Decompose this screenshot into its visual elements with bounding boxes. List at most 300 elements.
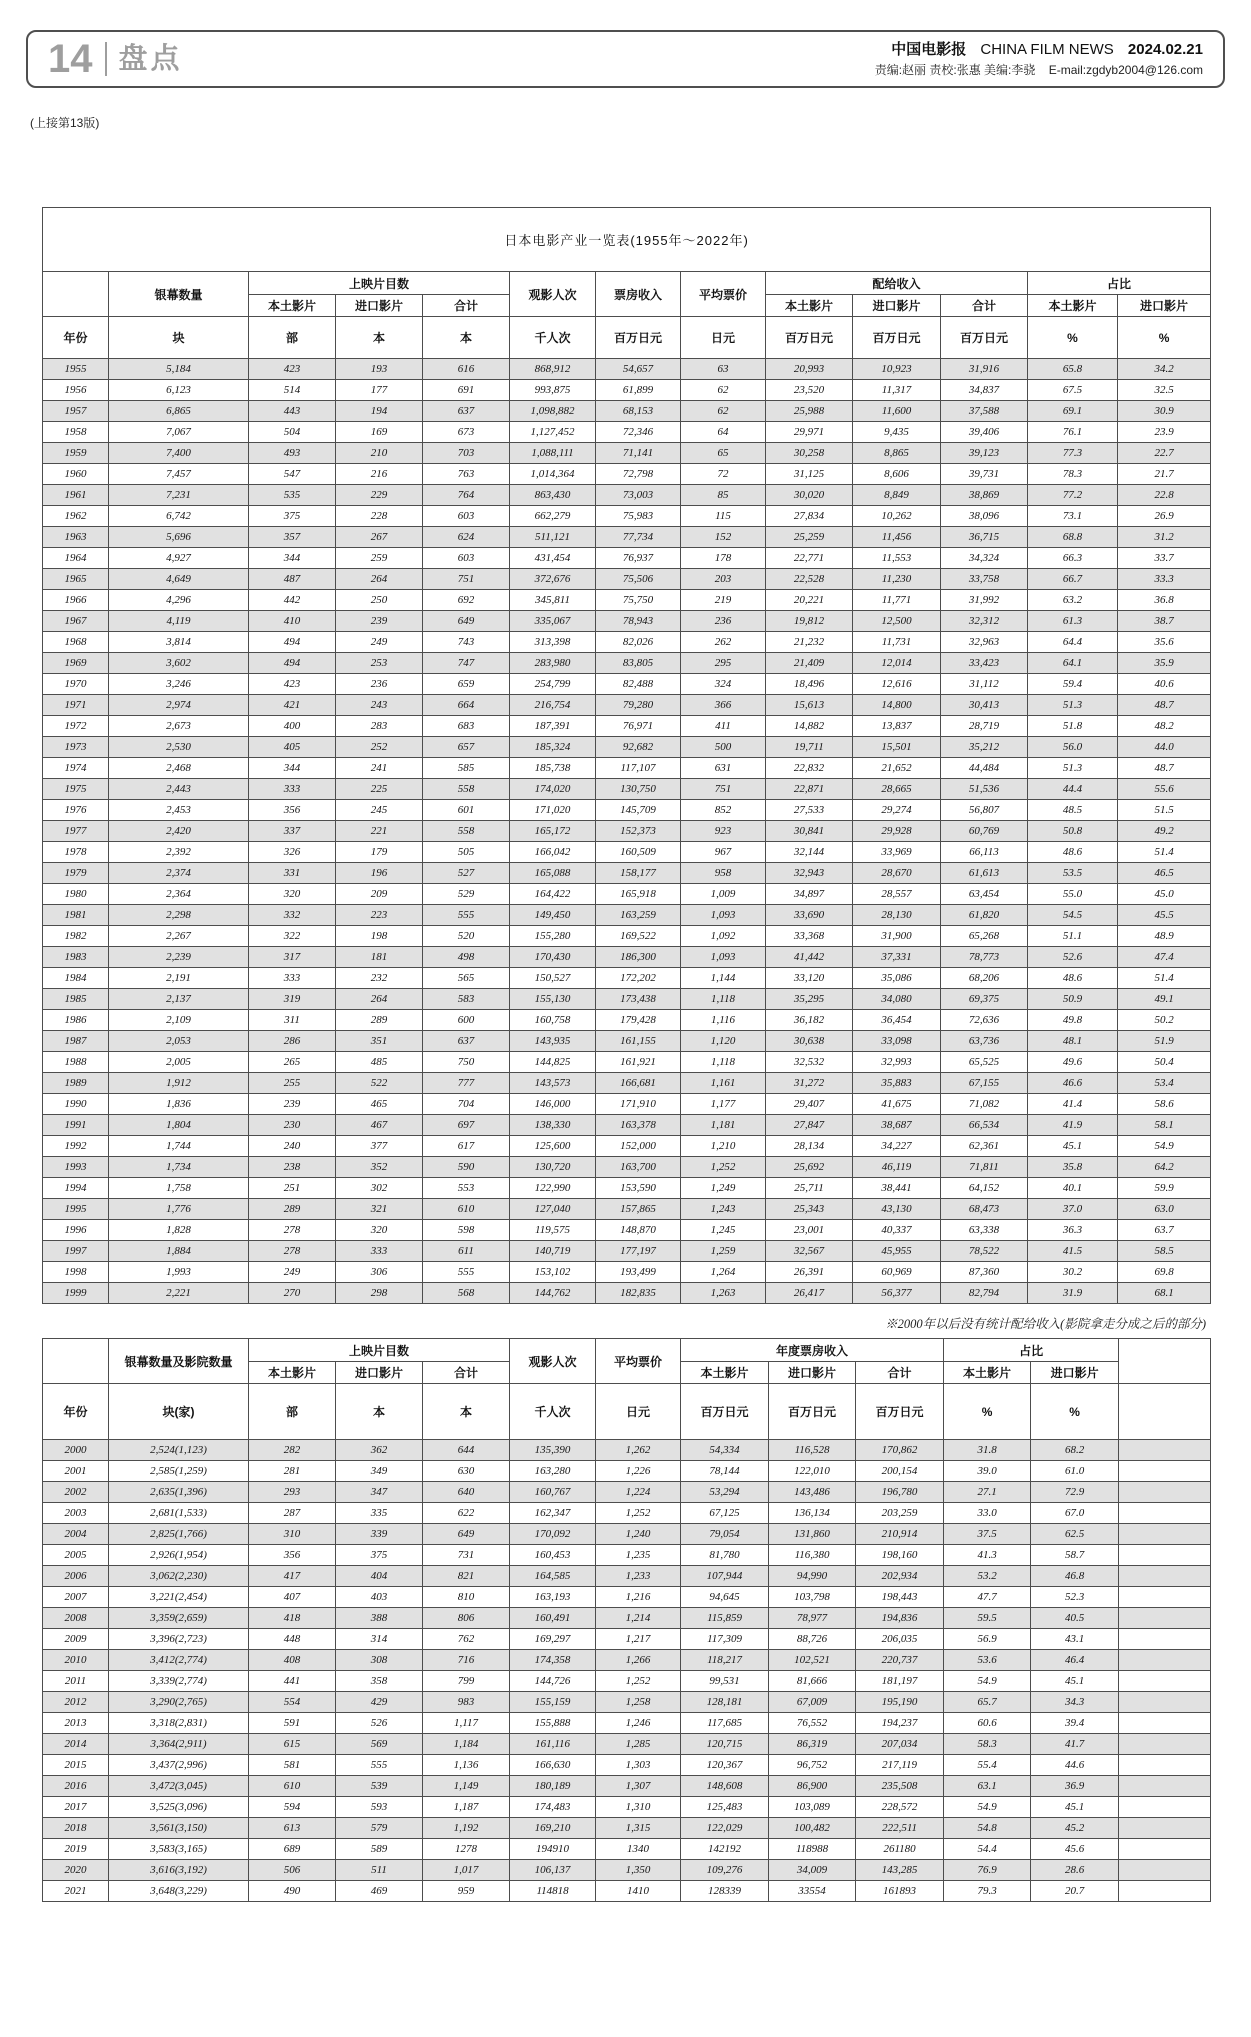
value-cell: 1,088,111	[510, 443, 596, 464]
year-cell: 1987	[43, 1031, 109, 1052]
value-cell: 67.0	[1031, 1503, 1119, 1524]
value-cell: 27.1	[944, 1482, 1031, 1503]
dist-total-header: 合计	[941, 295, 1028, 317]
masthead-divider	[105, 42, 107, 76]
value-cell: 569	[336, 1734, 423, 1755]
value-cell: 155,159	[510, 1692, 596, 1713]
value-cell: 429	[336, 1692, 423, 1713]
value-cell: 76.1	[1028, 422, 1118, 443]
value-cell: 366	[681, 695, 766, 716]
value-cell: 165,172	[510, 821, 596, 842]
value-cell: 344	[249, 548, 336, 569]
value-cell: 1,187	[423, 1797, 510, 1818]
value-cell: 375	[249, 506, 336, 527]
value-cell: 763	[423, 464, 510, 485]
value-cell: 72,798	[596, 464, 681, 485]
japan-film-industry-table-1955-1999	[42, 207, 1211, 1304]
value-cell: 2,468	[109, 758, 249, 779]
value-cell: 3,339(2,774)	[109, 1671, 249, 1692]
value-cell: 76.9	[944, 1860, 1031, 1881]
value-cell: 82,026	[596, 632, 681, 653]
value-cell: 1,266	[596, 1650, 681, 1671]
issue-date: 2024.02.21	[1127, 40, 1203, 58]
value-cell: 520	[423, 926, 510, 947]
value-cell: 3,472(3,045)	[109, 1776, 249, 1797]
value-cell: 2,137	[109, 989, 249, 1010]
table-row	[43, 1545, 1211, 1566]
section-title: 盘点	[118, 42, 183, 75]
value-cell: 407	[249, 1587, 336, 1608]
value-cell: 46.4	[1031, 1650, 1119, 1671]
value-cell: 122,010	[769, 1461, 856, 1482]
value-cell: 179	[336, 842, 423, 863]
value-cell: 55.6	[1118, 779, 1211, 800]
value-cell	[1119, 1587, 1211, 1608]
year-cell: 2000	[43, 1440, 109, 1461]
value-cell: 21.7	[1118, 464, 1211, 485]
year-cell: 2018	[43, 1818, 109, 1839]
value-cell: 229	[336, 485, 423, 506]
value-cell: 2,453	[109, 800, 249, 821]
value-cell: 62.5	[1031, 1524, 1119, 1545]
value-cell: 58.6	[1118, 1094, 1211, 1115]
value-cell: 311	[249, 1010, 336, 1031]
value-cell: 278	[249, 1220, 336, 1241]
year-cell: 1973	[43, 737, 109, 758]
value-cell: 331	[249, 863, 336, 884]
value-cell: 28,134	[766, 1136, 853, 1157]
value-cell: 357	[249, 527, 336, 548]
value-cell: 310	[249, 1524, 336, 1545]
value-cell: 45.6	[1031, 1839, 1119, 1860]
value-cell: 210	[336, 443, 423, 464]
value-cell: 469	[336, 1881, 423, 1902]
value-cell: 30,258	[766, 443, 853, 464]
value-cell: 423	[249, 674, 336, 695]
value-cell: 28,719	[941, 716, 1028, 737]
value-cell: 163,378	[596, 1115, 681, 1136]
table-row	[43, 779, 1211, 800]
value-cell: 33554	[769, 1881, 856, 1902]
value-cell: 505	[423, 842, 510, 863]
boxoffice-imported-unit: 百万日元	[769, 1384, 856, 1440]
value-cell	[1119, 1839, 1211, 1860]
value-cell: 411	[681, 716, 766, 737]
value-cell: 177	[336, 380, 423, 401]
year-cell: 1965	[43, 569, 109, 590]
value-cell	[1119, 1881, 1211, 1902]
value-cell: 610	[249, 1776, 336, 1797]
value-cell: 11,456	[853, 527, 941, 548]
value-cell: 170,430	[510, 947, 596, 968]
value-cell: 332	[249, 905, 336, 926]
value-cell: 637	[423, 401, 510, 422]
value-cell: 53,294	[681, 1482, 769, 1503]
value-cell: 169,210	[510, 1818, 596, 1839]
value-cell: 362	[336, 1440, 423, 1461]
year-cell: 1979	[43, 863, 109, 884]
value-cell: 326	[249, 842, 336, 863]
value-cell: 1,310	[596, 1797, 681, 1818]
value-cell: 514	[249, 380, 336, 401]
value-cell: 117,309	[681, 1629, 769, 1650]
table-row	[43, 527, 1211, 548]
value-cell: 287	[249, 1503, 336, 1524]
value-cell: 67,125	[681, 1503, 769, 1524]
value-cell: 63,338	[941, 1220, 1028, 1241]
value-cell: 1,098,882	[510, 401, 596, 422]
value-cell: 270	[249, 1283, 336, 1304]
value-cell: 144,825	[510, 1052, 596, 1073]
value-cell: 162,347	[510, 1503, 596, 1524]
value-cell: 46.5	[1118, 863, 1211, 884]
table-row	[43, 611, 1211, 632]
value-cell: 1,249	[681, 1178, 766, 1199]
value-cell: 1,744	[109, 1136, 249, 1157]
value-cell: 45.2	[1031, 1818, 1119, 1839]
value-cell: 26,391	[766, 1262, 853, 1283]
value-cell: 163,700	[596, 1157, 681, 1178]
value-cell: 198,443	[856, 1587, 944, 1608]
table-row	[43, 695, 1211, 716]
value-cell: 72	[681, 464, 766, 485]
value-cell: 38,096	[941, 506, 1028, 527]
value-cell: 923	[681, 821, 766, 842]
value-cell: 3,412(2,774)	[109, 1650, 249, 1671]
films-imported-header: 进口影片	[336, 1362, 423, 1384]
value-cell: 115,859	[681, 1608, 769, 1629]
value-cell: 2,374	[109, 863, 249, 884]
year-cell: 2008	[43, 1608, 109, 1629]
value-cell: 56,377	[853, 1283, 941, 1304]
table-row	[43, 1115, 1211, 1136]
value-cell: 65.8	[1028, 359, 1118, 380]
value-cell: 344	[249, 758, 336, 779]
table-row	[43, 1199, 1211, 1220]
value-cell: 703	[423, 443, 510, 464]
films-domestic-unit: 部	[249, 1384, 336, 1440]
table-row	[43, 1524, 1211, 1545]
value-cell: 136,134	[769, 1503, 856, 1524]
value-cell: 662,279	[510, 506, 596, 527]
table-row	[43, 548, 1211, 569]
value-cell: 86,900	[769, 1776, 856, 1797]
email: E-mail:zgdyb2004@126.com	[1048, 63, 1203, 78]
table-row	[43, 758, 1211, 779]
value-cell: 130,720	[510, 1157, 596, 1178]
value-cell: 555	[423, 905, 510, 926]
value-cell: 403	[336, 1587, 423, 1608]
value-cell: 493	[249, 443, 336, 464]
table-row	[43, 1073, 1211, 1094]
value-cell: 32,144	[766, 842, 853, 863]
value-cell: 53.5	[1028, 863, 1118, 884]
value-cell: 219	[681, 590, 766, 611]
value-cell: 193,499	[596, 1262, 681, 1283]
value-cell: 40.5	[1031, 1608, 1119, 1629]
value-cell: 177,197	[596, 1241, 681, 1262]
value-cell: 750	[423, 1052, 510, 1073]
value-cell: 3,221(2,454)	[109, 1587, 249, 1608]
value-cell: 34,324	[941, 548, 1028, 569]
table-row	[43, 1881, 1211, 1902]
value-cell: 2,221	[109, 1283, 249, 1304]
value-cell: 186,300	[596, 947, 681, 968]
year-cell: 1997	[43, 1241, 109, 1262]
value-cell: 61.3	[1028, 611, 1118, 632]
value-cell: 22.7	[1118, 443, 1211, 464]
value-cell: 689	[249, 1839, 336, 1860]
value-cell: 64.1	[1028, 653, 1118, 674]
value-cell: 174,358	[510, 1650, 596, 1671]
value-cell: 69.1	[1028, 401, 1118, 422]
value-cell: 598	[423, 1220, 510, 1241]
films-total-unit: 本	[423, 317, 510, 359]
value-cell: 2,005	[109, 1052, 249, 1073]
value-cell: 109,276	[681, 1860, 769, 1881]
value-cell: 616	[423, 359, 510, 380]
value-cell: 41.7	[1031, 1734, 1119, 1755]
value-cell: 5,184	[109, 359, 249, 380]
value-cell: 3,561(3,150)	[109, 1818, 249, 1839]
year-cell: 2002	[43, 1482, 109, 1503]
value-cell: 65,268	[941, 926, 1028, 947]
value-cell: 94,990	[769, 1566, 856, 1587]
value-cell: 3,583(3,165)	[109, 1839, 249, 1860]
value-cell: 1,144	[681, 968, 766, 989]
value-cell: 8,606	[853, 464, 941, 485]
value-cell: 959	[423, 1881, 510, 1902]
share-imported-unit: %	[1031, 1384, 1119, 1440]
value-cell: 135,390	[510, 1440, 596, 1461]
value-cell: 28,557	[853, 884, 941, 905]
table-row	[43, 1713, 1211, 1734]
value-cell: 1,252	[681, 1157, 766, 1178]
value-cell: 79,054	[681, 1524, 769, 1545]
share-domestic-unit: %	[944, 1384, 1031, 1440]
value-cell: 743	[423, 632, 510, 653]
value-cell: 868,912	[510, 359, 596, 380]
value-cell: 165,088	[510, 863, 596, 884]
value-cell: 1,758	[109, 1178, 249, 1199]
value-cell: 144,726	[510, 1671, 596, 1692]
year-cell: 2011	[43, 1671, 109, 1692]
year-cell: 1986	[43, 1010, 109, 1031]
value-cell: 282	[249, 1440, 336, 1461]
value-cell: 31,900	[853, 926, 941, 947]
value-cell: 25,711	[766, 1178, 853, 1199]
value-cell: 163,280	[510, 1461, 596, 1482]
value-cell: 298	[336, 1283, 423, 1304]
value-cell: 79.3	[944, 1881, 1031, 1902]
value-cell: 41,442	[766, 947, 853, 968]
value-cell: 155,280	[510, 926, 596, 947]
value-cell: 22,771	[766, 548, 853, 569]
table-row	[43, 737, 1211, 758]
table-row	[43, 590, 1211, 611]
value-cell: 1,014,364	[510, 464, 596, 485]
value-cell: 194	[336, 401, 423, 422]
share-domestic-unit: %	[1028, 317, 1118, 359]
value-cell: 41.3	[944, 1545, 1031, 1566]
value-cell: 169,297	[510, 1629, 596, 1650]
value-cell: 37.0	[1028, 1199, 1118, 1220]
value-cell: 54.5	[1028, 905, 1118, 926]
value-cell: 295	[681, 653, 766, 674]
value-cell	[1119, 1860, 1211, 1881]
table-row	[43, 905, 1211, 926]
value-cell: 152,373	[596, 821, 681, 842]
value-cell: 51.3	[1028, 695, 1118, 716]
value-cell: 404	[336, 1566, 423, 1587]
price-group-header: 平均票价	[596, 1339, 681, 1384]
value-cell: 983	[423, 1692, 510, 1713]
value-cell: 613	[249, 1818, 336, 1839]
value-cell: 55.4	[944, 1755, 1031, 1776]
year-cell: 1988	[43, 1052, 109, 1073]
value-cell: 102,521	[769, 1650, 856, 1671]
value-cell: 34,080	[853, 989, 941, 1010]
share-group-header: 占比	[1028, 272, 1211, 295]
year-cell: 1956	[43, 380, 109, 401]
value-cell: 264	[336, 989, 423, 1010]
value-cell: 118,217	[681, 1650, 769, 1671]
value-cell: 33.3	[1118, 569, 1211, 590]
year-cell: 2004	[43, 1524, 109, 1545]
value-cell: 526	[336, 1713, 423, 1734]
value-cell: 3,602	[109, 653, 249, 674]
value-cell: 352	[336, 1157, 423, 1178]
value-cell: 1,184	[423, 1734, 510, 1755]
table-row	[43, 1692, 1211, 1713]
value-cell: 33,423	[941, 653, 1028, 674]
value-cell: 20,221	[766, 590, 853, 611]
value-cell: 26,417	[766, 1283, 853, 1304]
value-cell: 68.2	[1031, 1440, 1119, 1461]
value-cell: 63.2	[1028, 590, 1118, 611]
value-cell: 171,910	[596, 1094, 681, 1115]
value-cell: 44.4	[1028, 779, 1118, 800]
value-cell: 45.0	[1118, 884, 1211, 905]
value-cell: 58.5	[1118, 1241, 1211, 1262]
value-cell: 611	[423, 1241, 510, 1262]
value-cell: 241	[336, 758, 423, 779]
value-cell: 593	[336, 1797, 423, 1818]
value-cell: 155,888	[510, 1713, 596, 1734]
value-cell: 145,709	[596, 800, 681, 821]
value-cell: 68,206	[941, 968, 1028, 989]
value-cell: 165,918	[596, 884, 681, 905]
year-cell: 2007	[43, 1587, 109, 1608]
value-cell: 1,252	[596, 1671, 681, 1692]
value-cell: 216,754	[510, 695, 596, 716]
year-cell: 1957	[43, 401, 109, 422]
value-cell: 56.0	[1028, 737, 1118, 758]
value-cell: 585	[423, 758, 510, 779]
value-cell: 1,307	[596, 1776, 681, 1797]
header-unit-row	[43, 1384, 1211, 1440]
value-cell: 286	[249, 1031, 336, 1052]
value-cell: 31.8	[944, 1440, 1031, 1461]
value-cell: 1,828	[109, 1220, 249, 1241]
value-cell: 716	[423, 1650, 510, 1671]
value-cell: 240	[249, 1136, 336, 1157]
table-row	[43, 1262, 1211, 1283]
value-cell: 529	[423, 884, 510, 905]
value-cell: 3,318(2,831)	[109, 1713, 249, 1734]
value-cell: 498	[423, 947, 510, 968]
value-cell: 487	[249, 569, 336, 590]
value-cell: 78,977	[769, 1608, 856, 1629]
value-cell: 36.3	[1028, 1220, 1118, 1241]
value-cell: 337	[249, 821, 336, 842]
screens-group-header: 银幕数量	[109, 272, 249, 317]
value-cell: 33,690	[766, 905, 853, 926]
value-cell: 1,118	[681, 1052, 766, 1073]
year-cell: 1993	[43, 1157, 109, 1178]
table-row	[43, 632, 1211, 653]
films-imported-unit: 本	[336, 317, 423, 359]
dist-domestic-header: 本土影片	[766, 295, 853, 317]
value-cell: 467	[336, 1115, 423, 1136]
table-row	[43, 1440, 1211, 1461]
value-cell: 704	[423, 1094, 510, 1115]
value-cell: 138,330	[510, 1115, 596, 1136]
value-cell: 289	[336, 1010, 423, 1031]
blank-corner-cell	[43, 1339, 109, 1384]
blank-trailing-unit-cell	[1119, 1384, 1211, 1440]
value-cell: 41.9	[1028, 1115, 1118, 1136]
value-cell	[1119, 1650, 1211, 1671]
table1-body	[43, 359, 1211, 1304]
value-cell: 339	[336, 1524, 423, 1545]
table-row	[43, 1629, 1211, 1650]
value-cell: 185,738	[510, 758, 596, 779]
value-cell: 993,875	[510, 380, 596, 401]
value-cell: 51.4	[1118, 968, 1211, 989]
value-cell: 764	[423, 485, 510, 506]
value-cell: 239	[249, 1094, 336, 1115]
year-cell: 1971	[43, 695, 109, 716]
value-cell: 35.9	[1118, 653, 1211, 674]
value-cell: 4,296	[109, 590, 249, 611]
value-cell: 47.7	[944, 1587, 1031, 1608]
value-cell: 196	[336, 863, 423, 884]
value-cell: 1,120	[681, 1031, 766, 1052]
value-cell: 52.6	[1028, 947, 1118, 968]
value-cell	[1119, 1776, 1211, 1797]
table-row	[43, 716, 1211, 737]
value-cell: 405	[249, 737, 336, 758]
value-cell: 120,367	[681, 1755, 769, 1776]
value-cell: 163,193	[510, 1587, 596, 1608]
value-cell: 39,406	[941, 422, 1028, 443]
value-cell: 1,245	[681, 1220, 766, 1241]
value-cell: 128,181	[681, 1692, 769, 1713]
value-cell: 166,681	[596, 1073, 681, 1094]
value-cell: 47.4	[1118, 947, 1211, 968]
value-cell: 206,035	[856, 1629, 944, 1650]
films-total-header: 合计	[423, 295, 510, 317]
header-group-row	[43, 272, 1211, 295]
value-cell: 5,696	[109, 527, 249, 548]
films-imported-unit: 本	[336, 1384, 423, 1440]
year-cell: 1967	[43, 611, 109, 632]
year-cell: 1991	[43, 1115, 109, 1136]
value-cell: 19,711	[766, 737, 853, 758]
price-unit: 日元	[596, 1384, 681, 1440]
year-cell: 1977	[43, 821, 109, 842]
